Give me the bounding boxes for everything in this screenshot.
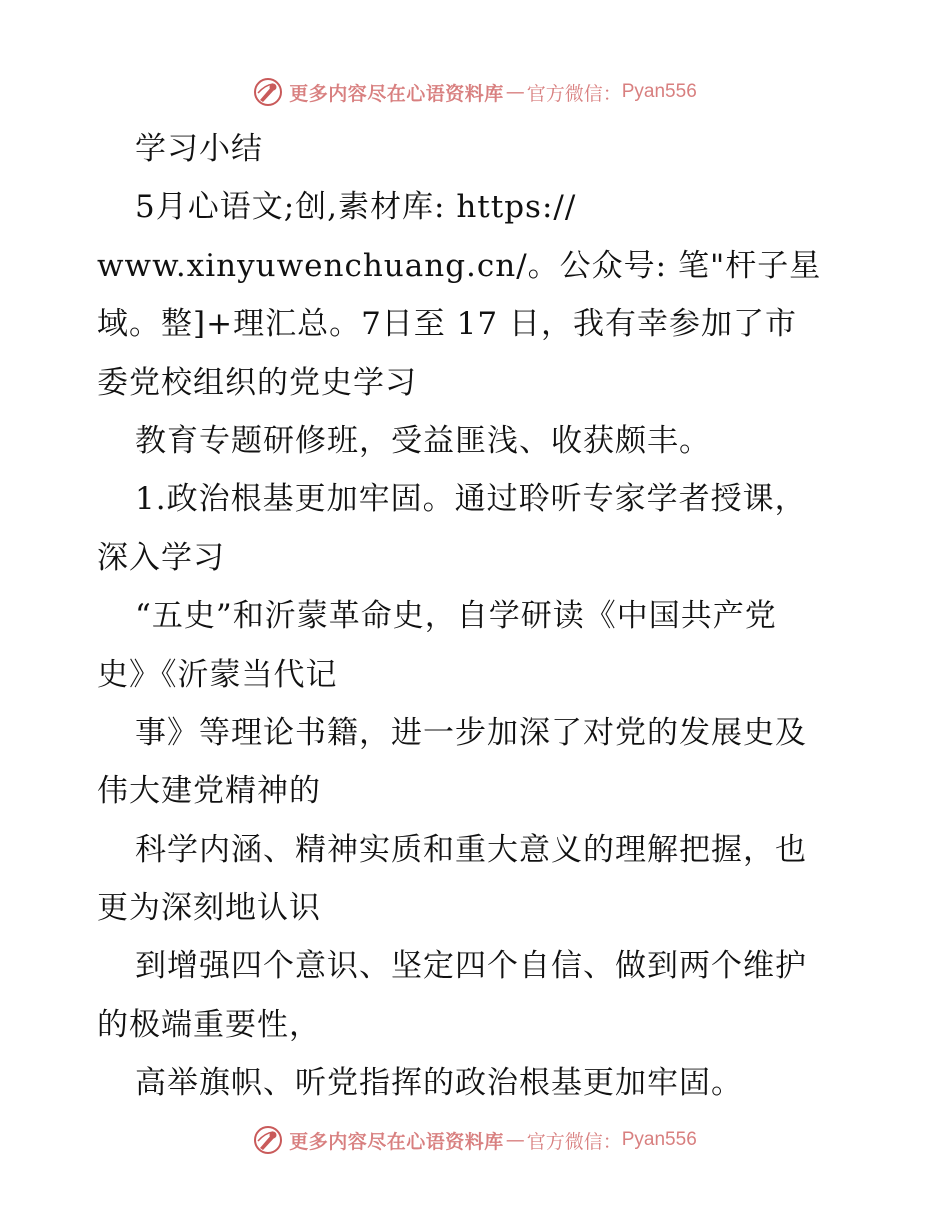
watermark-main-text: 更多内容尽在心语资料库 bbox=[289, 82, 504, 105]
watermark-suffix-text: 官方微信： bbox=[526, 82, 622, 105]
body-line: 的极端重要性， bbox=[97, 1006, 321, 1043]
document-body bbox=[97, 120, 857, 1113]
body-line: 5月心语文;创,素材库: https:// bbox=[135, 189, 577, 226]
body-line: 到增强四个意识、坚定四个自信、做到两个维护 bbox=[135, 948, 807, 985]
watermark-main-text: 更多内容尽在心语资料库 bbox=[289, 1130, 504, 1153]
watermark-dash: — bbox=[505, 1129, 525, 1151]
body-line: 更为深刻地认识 bbox=[97, 890, 321, 927]
body-line: 高举旗帜、听党指挥的政治根基更加牢固。 bbox=[135, 1065, 743, 1102]
body-line: 深入学习 bbox=[97, 539, 225, 576]
body-line: 域。整]+理汇总。7日至 17 日，我有幸参加了市 bbox=[97, 306, 797, 343]
body-line: 教育专题研修班，受益匪浅、收获颇丰。 bbox=[135, 422, 711, 459]
footer-watermark bbox=[0, 1120, 950, 1160]
body-line: 伟大建党精神的 bbox=[97, 773, 321, 810]
body-line: 史》《沂蒙当代记 bbox=[97, 656, 338, 693]
pen-nib-logo-icon bbox=[253, 1125, 283, 1155]
watermark-suffix-text: 官方微信： bbox=[526, 1130, 622, 1153]
watermark-handle: Pyan556 bbox=[621, 81, 697, 102]
body-line: 事》等理论书籍，进一步加深了对党的发展史及 bbox=[135, 714, 807, 751]
pen-nib-logo-icon bbox=[253, 77, 283, 107]
watermark-dash: — bbox=[505, 81, 525, 103]
body-line: 1.政治根基更加牢固。通过聆听专家学者授课， bbox=[135, 481, 807, 518]
body-line: “五史”和沂蒙革命史，自学研读《中国共产党 bbox=[135, 598, 777, 635]
watermark-handle: Pyan556 bbox=[621, 1129, 697, 1150]
body-line: 科学内涵、精神实质和重大意义的理解把握，也 bbox=[135, 831, 807, 868]
body-line: www.xinyuwenchuang.cn/。公众号: 笔"杆子星 bbox=[97, 247, 822, 284]
document-title: 学习小结 bbox=[135, 131, 263, 167]
body-line: 委党校组织的党史学习 bbox=[97, 364, 417, 401]
header-watermark bbox=[0, 72, 950, 112]
